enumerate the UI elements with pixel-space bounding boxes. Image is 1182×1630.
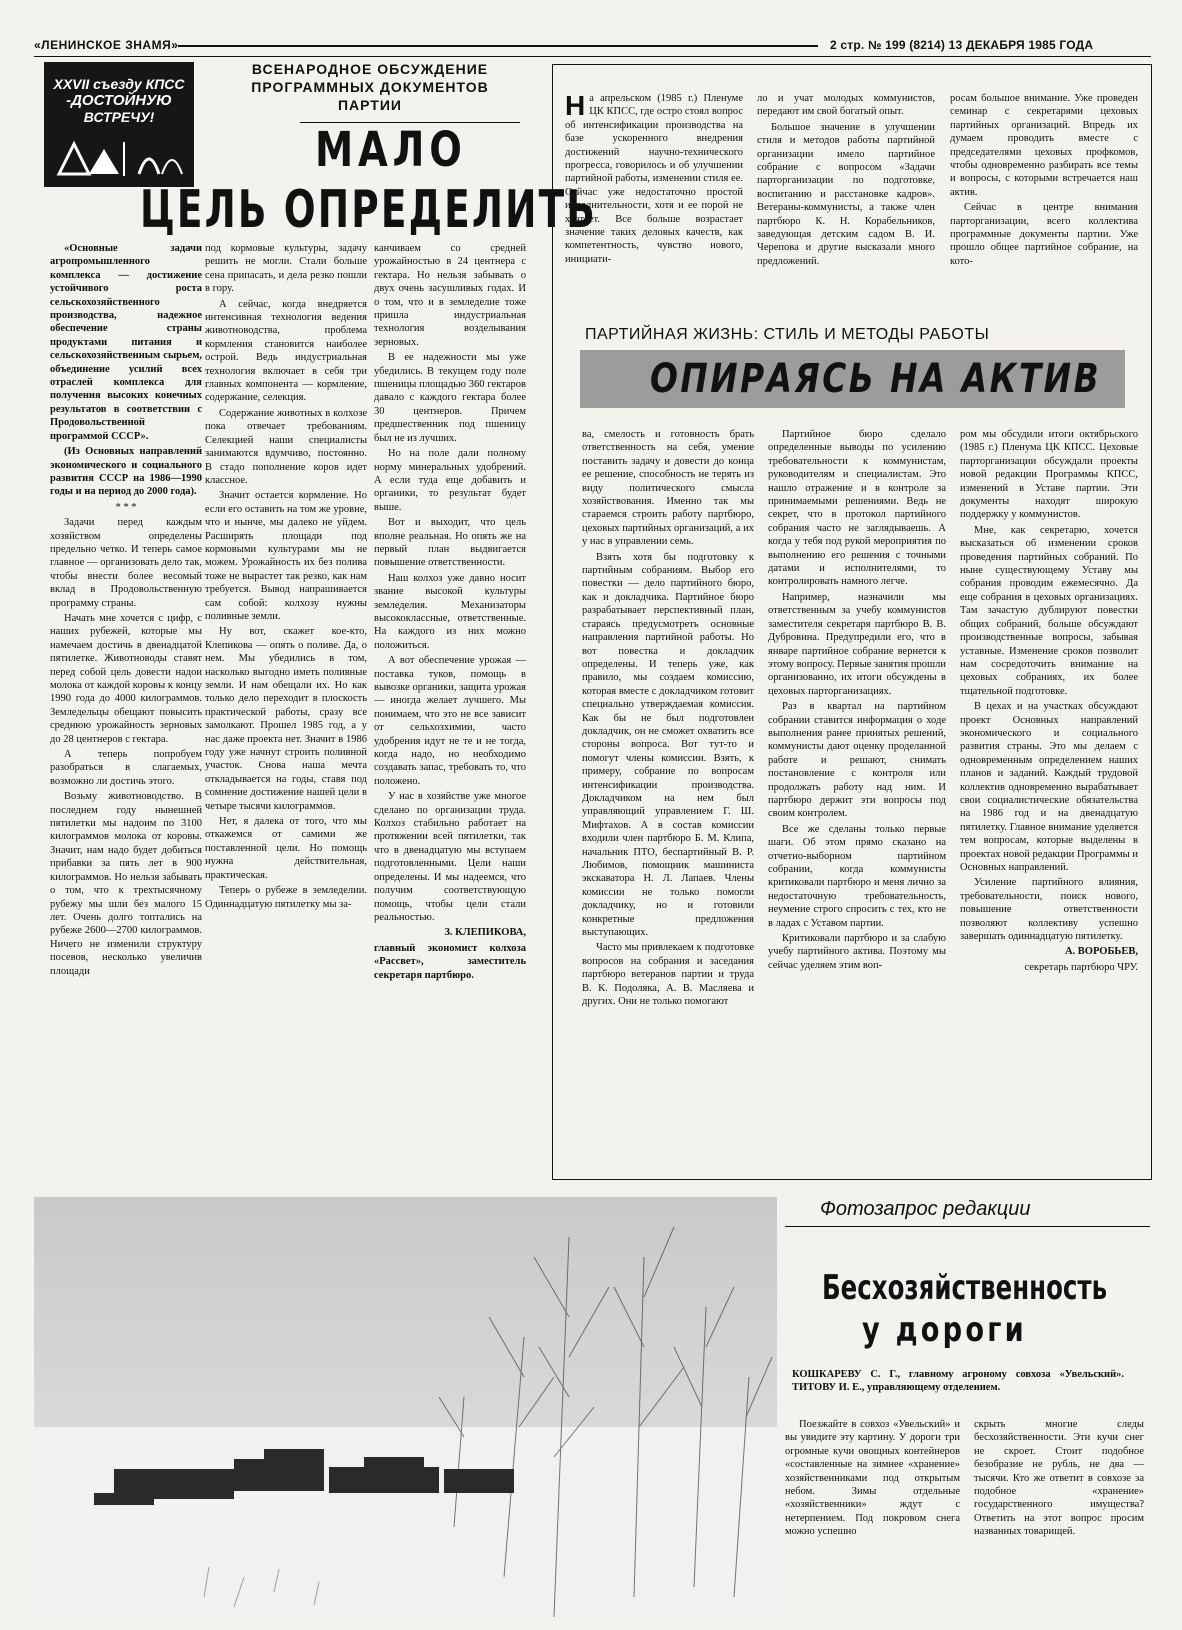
paragraph: В цехах и на участках обсуждают проект Основных направлений экономического и социального развития страны. Это мы делаем с одновременным определением наших планов и заданий. Каждый трудовой коллектив одновременно вырабатывает свои социалистические обязательства на 1986 год и на двенадцатую пятилетку. Главное внимание уделяется тем вопросам, которые выделены в проектах новой редакции Программы и Основных направлений. [960, 701, 1138, 873]
emblem-line3: ВСТРЕЧУ! [83, 109, 155, 125]
emblem-ornament-icon [44, 134, 194, 184]
masthead: «ЛЕНИНСКОЕ ЗНАМЯ» [34, 38, 179, 52]
paragraph: Усиление партийного влияния, требовательности, поиск нового, повышение ответственности позволяют коллективу успешно завершать одиннадцатую пятилетку. [960, 877, 1138, 943]
paragraph: росам большое внимание. Уже проведен семинар с секретарями цеховых партийных организаций. Впредь их думаем проводить вместе с председателями цеховых профкомов, чтобы одновременно разбирать все темы и вопросы, с которыми встречается наш актив. [950, 93, 1138, 198]
dropcap: Н [565, 92, 586, 121]
paragraph: В ее надежности мы уже убедились. В текущем году поле пшеницы площадью 360 гектаров давало с каждого гектара более 30 центнеров. Причем предшественник под пшеницу был не из лучших. [374, 352, 526, 444]
article2-rubric: ПАРТИЙНАЯ ЖИЗНЬ: СТИЛЬ И МЕТОДЫ РАБОТЫ [585, 326, 990, 343]
paragraph: Например, назначили мы ответственным за учебу коммунистов заместителя секретаря партбюро В. В. Дубровина. Предупредили его, что в январе партийное собрание вернется к этому вопросу. Первые занятия прошли организованно, их итоги обсуждены в цеховых парторганизациях. [768, 591, 946, 697]
paragraph: Сейчас в центре внимания парторганизации, всего коллектива программные документы партии. Уже прошло общее партийное собрание, на кото- [950, 202, 1138, 267]
header-rule [178, 45, 818, 47]
paragraph: А сейчас, когда внедряется интенсивная технология ведения животноводства, проблема кормления становится наиболее острой. Ведь индустриальная технология включает в себя три главных компонента — кормление, содержание, селекция. [205, 298, 367, 404]
paragraph: Но на поле дали полному норму минеральных удобрений. А если туда еще добавить и органики, то результат будет выше. [374, 448, 526, 513]
paragraph: Партийное бюро сделало определенные выводы по усилению требовательности к коммунистам, руководителям и специалистам. Это нашло отражение и в контроле за принимаемыми решениями. Ведь не секрет, что в протокол партийного собрания часто не заглядываешь. А когда у тебя под рукой мероприятия по выполнению его решения с точными датами и исполнителями, то контролировать намного легче. [768, 429, 946, 588]
paragraph: ва, смелость и готовность брать ответственность на себя, умение поставить задачу и довести до конца ее решение, способность не терять из виду политического смысла хозяйствования. Именно так мы стараемся строить работу партбюро, цеховых партийных организаций, а их у нас в управлении семь. [582, 429, 754, 548]
paragraph: Ну вот, скажет кое-кто, Клепикова — опять о поливе. Да, о нем. Мы убедились в том, насколько выгодно иметь поливные земли. И нам обещали их. Но как только дело переходит в плоскость практической работы, сразу все замолкают. Прошел 1985 год, а у нас даже проекта нет. Значит в 1986 году уже начнут строить поливной участок. Снова наша мечта откладывается на годы, ставя под сомнение достижение нашей цели в четыре тысячи килограммов. [205, 626, 367, 812]
paragraph: Наш колхоз уже давно носит звание высокой культуры земледелия. Механизаторы высококлассные, ответственные. На каждого из них можно положиться. [374, 572, 526, 651]
photo-request-address [792, 1368, 1124, 1418]
issue-info: 2 стр. № 199 (8214) 13 ДЕКАБРЯ 1985 ГОДА [830, 38, 1094, 52]
article2-top-column-3 [950, 92, 1138, 322]
paragraph: Критиковали партбюро и за слабую учебу партийного актива. Поэтому мы сейчас уделяем этим воп- [768, 933, 946, 971]
paragraph: Часто мы привлекаем к подготовке вопросов на собрания и заседания партбюро ветеранов партии и труда В. К. Подоляка, А. В. Масляева и других. Они не только помогают [582, 942, 754, 1008]
addressee: КОШКАРЕВУ С. Г., главному агроному совхоза «Увельский». ТИТОВУ И. Е., управляющему отделением. [792, 1369, 1124, 1394]
paragraph: канчиваем со средней урожайностью в 24 центнера с гектара. Но нельзя забывать о двух очень засушливых годах. И о том, что и в земледелие тоже пришла индустриальная технология возделывания зерновых. [374, 243, 526, 348]
paragraph: А теперь попробуем разобраться в слагаемых, возможно ли достичь этого. [50, 749, 202, 787]
paragraph: Теперь о рубеже в земледелии. Одиннадцатую пятилетку мы за- [205, 885, 367, 910]
emblem-line1: XXVII съезду КПСС [53, 76, 185, 92]
paragraph: А вот обеспечение урожая — поставка туков, помощь в вывозке органики, защита урожая — иногда желает лучшего. Мы понимаем, что это не все зависит от сельхозхимии, часто удобрения идут не те и не тогда, когда надо, но необходимо создавать запас, требовать то, что положено. [374, 655, 526, 787]
paragraph: Большое значение в улучшении стиля и методов работы партийной организации имело партийное собрание с вопросом «Задачи парторганизации по подготовке, воспитанию и расстановке кадров». Ветераны-коммунисты, а также член партбюро К. Н. Корабельников, заведующая детским садом В. И. Черепова и другие высказали много предложений. [757, 121, 935, 267]
photo-request-title-line2: у дороги [862, 1310, 1027, 1350]
article2-top-column-1 [565, 92, 743, 322]
paragraph: ло и учат молодых коммунистов, передают им свой богатый опыт. [757, 93, 935, 118]
article1-column-1 [50, 242, 202, 1142]
article1-epigraph-source: (Из Основных направлений экономического и социального развития СССР на 1986—1990 годы и на период до 2000 года). [50, 446, 202, 498]
photo-request-column-2 [974, 1418, 1144, 1623]
header-underline [34, 56, 1151, 57]
winter-field-photo [34, 1197, 777, 1620]
photo-request-title-line1: Бесхозяйственность [822, 1268, 1108, 1308]
paragraph: Взять хотя бы подготовку к партийным собраниям. Выбор его повестки — дело партийного бюро, как и докладчика. Партийное бюро разрабатывает перспективный план, стараясь предусмотреть основные направления партийной работы. Но вот повестка и докладчик определены. И теперь уже, как правило, мы создаем комиссию, которая вместе с докладчиком готовит специально утверждаемая комиссия. Как бы не был подготовлен докладчик, он не сможет охватить все стороны вопроса. Вот тут-то и помогут члены комиссии. Взять, к примеру, собрание по вопросам интенсификации производства. Докладчиком на нем был управляющий управлением Г. Ш. Мифтахов. А в состав комиссии входили член партбюро Б. М. Клипа, начальник ПТО, беспартийный В. Р. Любимов, помощник машиниста экскаватора Н. Л. Лапаев. Члены комиссии не только помогли докладчику, но и готовили конкретные предложения выступающих. [582, 551, 754, 939]
article2-title: ОПИРАЯСЬ НА АКТИВ [650, 356, 1102, 402]
article1-title-line2: ЦЕЛЬ ОПРЕДЕЛИТЬ [140, 180, 597, 240]
paragraph: под кормовые культуры, задачу решить не могли. Стали больше сена припасать, и дела резко пошли в гору. [205, 243, 367, 295]
paragraph: На апрельском (1985 г.) Пленуме ЦК КПСС, где остро стоял вопрос об интенсификации производства на базе ускоренного внедрения достижений научно-технического прогресса, говорилось и об улучшении партийной работы, изменении стиля ее. Сейчас уже недостаточно простой исполнительности, хотя и ее порой не хватает. Все больше возрастает значение таких деловых качеств, как компетентность, чувство нового, инициати- [565, 92, 743, 265]
article2-column-2 [768, 428, 946, 1173]
paragraph: У нас в хозяйстве уже многое сделано по организации труда. Колхоз стабильно работает на протяжении всей пятилетки, так что в двенадцатую мы вступаем подготовленными. Цели наши определены. И мы надеемся, что получим соответствующую помощь, чтобы цели стали реальностью. [374, 791, 526, 923]
article2-column-1 [582, 428, 754, 1173]
paragraph: скрыть многие следы бесхозяйственности. Эти кучи снег не скроет. Стоит подобное безобразие не рубль, не два — тысячи. Кто же ответит в совхозе за подобное «хранение» государственного имущества? Ответить на этот вопрос просим названных товарищей. [974, 1419, 1144, 1538]
article1-column-3 [374, 242, 526, 1142]
article1-separator: * * * [115, 501, 137, 513]
paragraph: Поезжайте в совхоз «Увельский» и вы увидите эту картину. У дороги три огромные кучи овощных контейнеров «составленные на зимнее «хранение» хозяйственниками под открытым небом. Зимы отдельные «хозяйственники» ждут с нетерпением. Под покровом снега можно успешно [785, 1419, 960, 1538]
article2-top-column-2 [757, 92, 935, 322]
article1-rubric: ВСЕНАРОДНОЕ ОБСУЖДЕНИЕ ПРОГРАММНЫХ ДОКУМЕНТОВ ПАРТИИ [251, 61, 489, 113]
paragraph: Нет, я далека от того, что мы откажемся от самими же поставленной цели. Но помощь нужна действительная, практическая. [205, 816, 367, 881]
article1-signature-name: З. КЛЕПИКОВА, [444, 927, 526, 939]
paragraph: Возьму животноводство. В последнем году нынешней пятилетки мы надоим по 3100 килограммов молока от коровы. Значит, нам надо будет добиться прибавки за пять лет в 900 килограммов. Но нельзя забывать о том, что к трехтысячному рубежу мы шли без малого 15 лет. Очень долго топтались на рубеже 2600—2700 килограммов. Ничего не изменили структуру посевов, несколько увеличив площади [50, 791, 202, 977]
article2-title-band [580, 350, 1125, 408]
article1-signature-role: главный экономист колхоза «Рассвет», заместитель секретаря партбюро. [374, 942, 526, 981]
paragraph: Вот и выходит, что цель вполне реальная. Но опять же на первый план выдвигается повышение ответственности. [374, 517, 526, 569]
photo-request-rule [785, 1226, 1150, 1227]
article1-epigraph: «Основные задачи агропромышленного комплекса — достижение устойчивого роста сельскохозяйственного производства, надежное обеспечение страны продуктами питания и сельскохозяйственным сырьем, объединение усилий всех отраслей комплекса для получения высоких конечных результатов в соответствии с Продовольственной программой СССР». [50, 243, 202, 442]
paragraph: Содержание животных в колхозе пока отвечает требованиям. Селекцией наши специалисты занимаются вдумчиво, постоянно. В стадо пополнение коров идет классное. [205, 407, 367, 486]
snowy-field-image [34, 1197, 777, 1620]
article2-column-3 [960, 428, 1138, 1173]
paragraph: Все же сделаны только первые шаги. Об этом прямо сказано на отчетно-выборном партийном собрании, когда коммунисты критиковали партбюро и меня лично за недостаточную требовательность, неумение строго спросить с тех, кто не в ладах с Уставом партии. [768, 823, 946, 929]
paragraph: Мне, как секретарю, хочется высказаться об изменении сроков проведения партийных собраний. По ныне существующему Уставу мы собрания проводим ежемесячно. Да еще собрания в цеховых организациях. Там зачастую дублируют повестки общих собраний, больше обсуждают производственные вопросы, забывая уставные. Изменение сроков позволит нам сосредоточить внимание на цеховых собраниях, их более тщательной подготовке. [960, 524, 1138, 697]
article2-signature-name: А. ВОРОБЬЕВ, [1064, 946, 1138, 958]
paragraph: Значит остается кормление. Но если его оставить на том же уровне, что и нынче, мы далеко не уйдем. Расширять площади под кормовыми культурами мы не можем. Урожайность их без полива тоже не вырастет так резко, как нам требуется. Вывод напрашивается сам собой: колхозу нужны поливные земли. [205, 490, 367, 622]
article1-column-2 [205, 242, 367, 1142]
paragraph: Раз в квартал на партийном собрании ставится информация о ходе выполнения ранее принятых решений, коммунисты дают оценку проделанной работе и решают, снимать постановление с контроля или продолжать работу над ним. И партбюро держит эти вопросы под своим контролем. [768, 701, 946, 820]
congress-emblem [44, 62, 194, 187]
article1-title-line1: МАЛО [315, 122, 467, 178]
photo-request-column-1 [785, 1418, 960, 1623]
photo-request-rubric: Фотозапрос редакции [820, 1198, 1031, 1220]
paragraph: ром мы обсудили итоги октябрьского (1985 г.) Пленума ЦК КПСС. Цеховые парторганизации обсуждали проекты новой редакции Программы КПСС, изменений в Уставе партии. Эти документы находят широкую поддержку у коммунистов. [960, 429, 1138, 521]
paragraph: Начать мне хочется с цифр, с наших рубежей, которые мы намечаем достичь в двенадцатой пятилетке. Животноводы ставят перед собой цель довести надои молока от каждой коровы к концу 1990 года до 4000 килограммов. Земледельцы обещают повысить среднюю урожайность зерновых до 28 центнеров с гектара. [50, 612, 202, 745]
emblem-line2: -ДОСТОЙНУЮ [66, 92, 172, 109]
article2-signature-role: секретарь партбюро ЧРУ. [1024, 961, 1138, 973]
paragraph: Задачи перед каждым хозяйством определены предельно четко. И теперь самое главное — организовать дело так, чтобы внести более весомый вклад в Продовольственную программу страны. [50, 517, 202, 609]
